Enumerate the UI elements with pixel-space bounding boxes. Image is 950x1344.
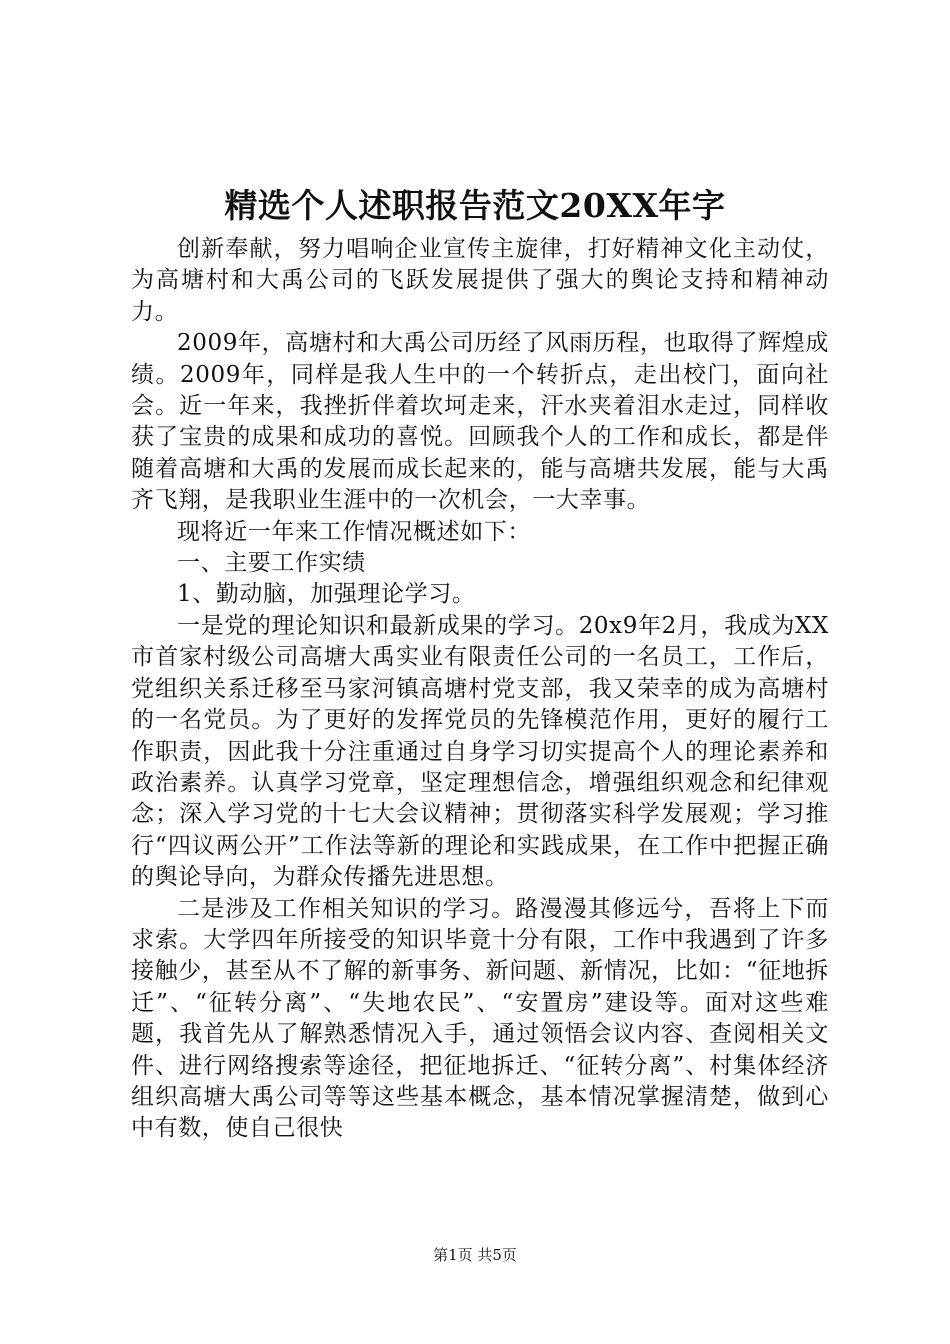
- paragraph-party-theory: 一是党的理论知识和最新成果的学习。20x9年2月，我成为XX市首家村级公司高塘大禹实业有限责任公司的一名员工，工作后，党组织关系迁移至马家河镇高塘村党支部，我又荣幸的成为高塘村的一名党员。为了更好的发挥党员的先锋模范作用，更好的履行工作职责，因此我十分注重通过自身学习切实提高个人的理论素养和政治素养。认真学习党章，坚定理想信念，增强组织观念和纪律观念；深入学习党的十七大会议精神；贯彻落实科学发展观；学习推行“四议两公开”工作法等新的理论和实践成果，在工作中把握正确的舆论导向，为群众传播先进思想。: [131, 612, 829, 891]
- subsection-heading: 1、勤动脑，加强理论学习。: [177, 581, 476, 608]
- paragraph-intro: 创新奉献，努力唱响企业宣传主旋律，打好精神文化主动仗，为高塘村和大禹公司的飞跃发展提供了强大的舆论支持和精神动力。: [131, 236, 829, 325]
- section-heading: 一、主要工作实绩: [177, 550, 366, 577]
- paragraph-overview: 现将近一年来工作情况概述如下：: [177, 518, 531, 545]
- paragraph-2009: 2009年，高塘村和大禹公司历经了风雨历程，也取得了辉煌成绩。2009年，同样是我人生中的一个转折点，走出校门，面向社会。近一年来，我挫折伴着坎坷走来，汗水夹着泪水走过，同样收获了宝贵的成果和成功的喜悦。回顾我个人的工作和成长，都是伴随着高塘和大禹的发展而成长起来的，能与高塘共发展，能与大禹齐飞翔，是我职业生涯中的一次机会，一大幸事。: [131, 330, 829, 514]
- paragraph-work-knowledge: 二是涉及工作相关知识的学习。路漫漫其修远兮，吾将上下而求索。大学四年所接受的知识毕竟十分有限，工作中我遇到了许多接触少，甚至从不了解的新事务、新问题、新情况，比如：“征地拆迁”、“征转分离”、“失地农民”、“安置房”建设等。面对这些难题，我首先从了解熟悉情况入手，通过领悟会议内容、查阅相关文件、进行网络搜索等途径，把征地拆迁、“征转分离”、村集体经济组织高塘大禹公司等等这些基本概念，基本情况掌握清楚，做到心中有数，使自己很快: [131, 895, 829, 1142]
- document-title: 精选个人述职报告范文20XX年字: [224, 186, 726, 225]
- page-footer: 第1页 共5页: [433, 1246, 517, 1264]
- document-body: [131, 234, 829, 1145]
